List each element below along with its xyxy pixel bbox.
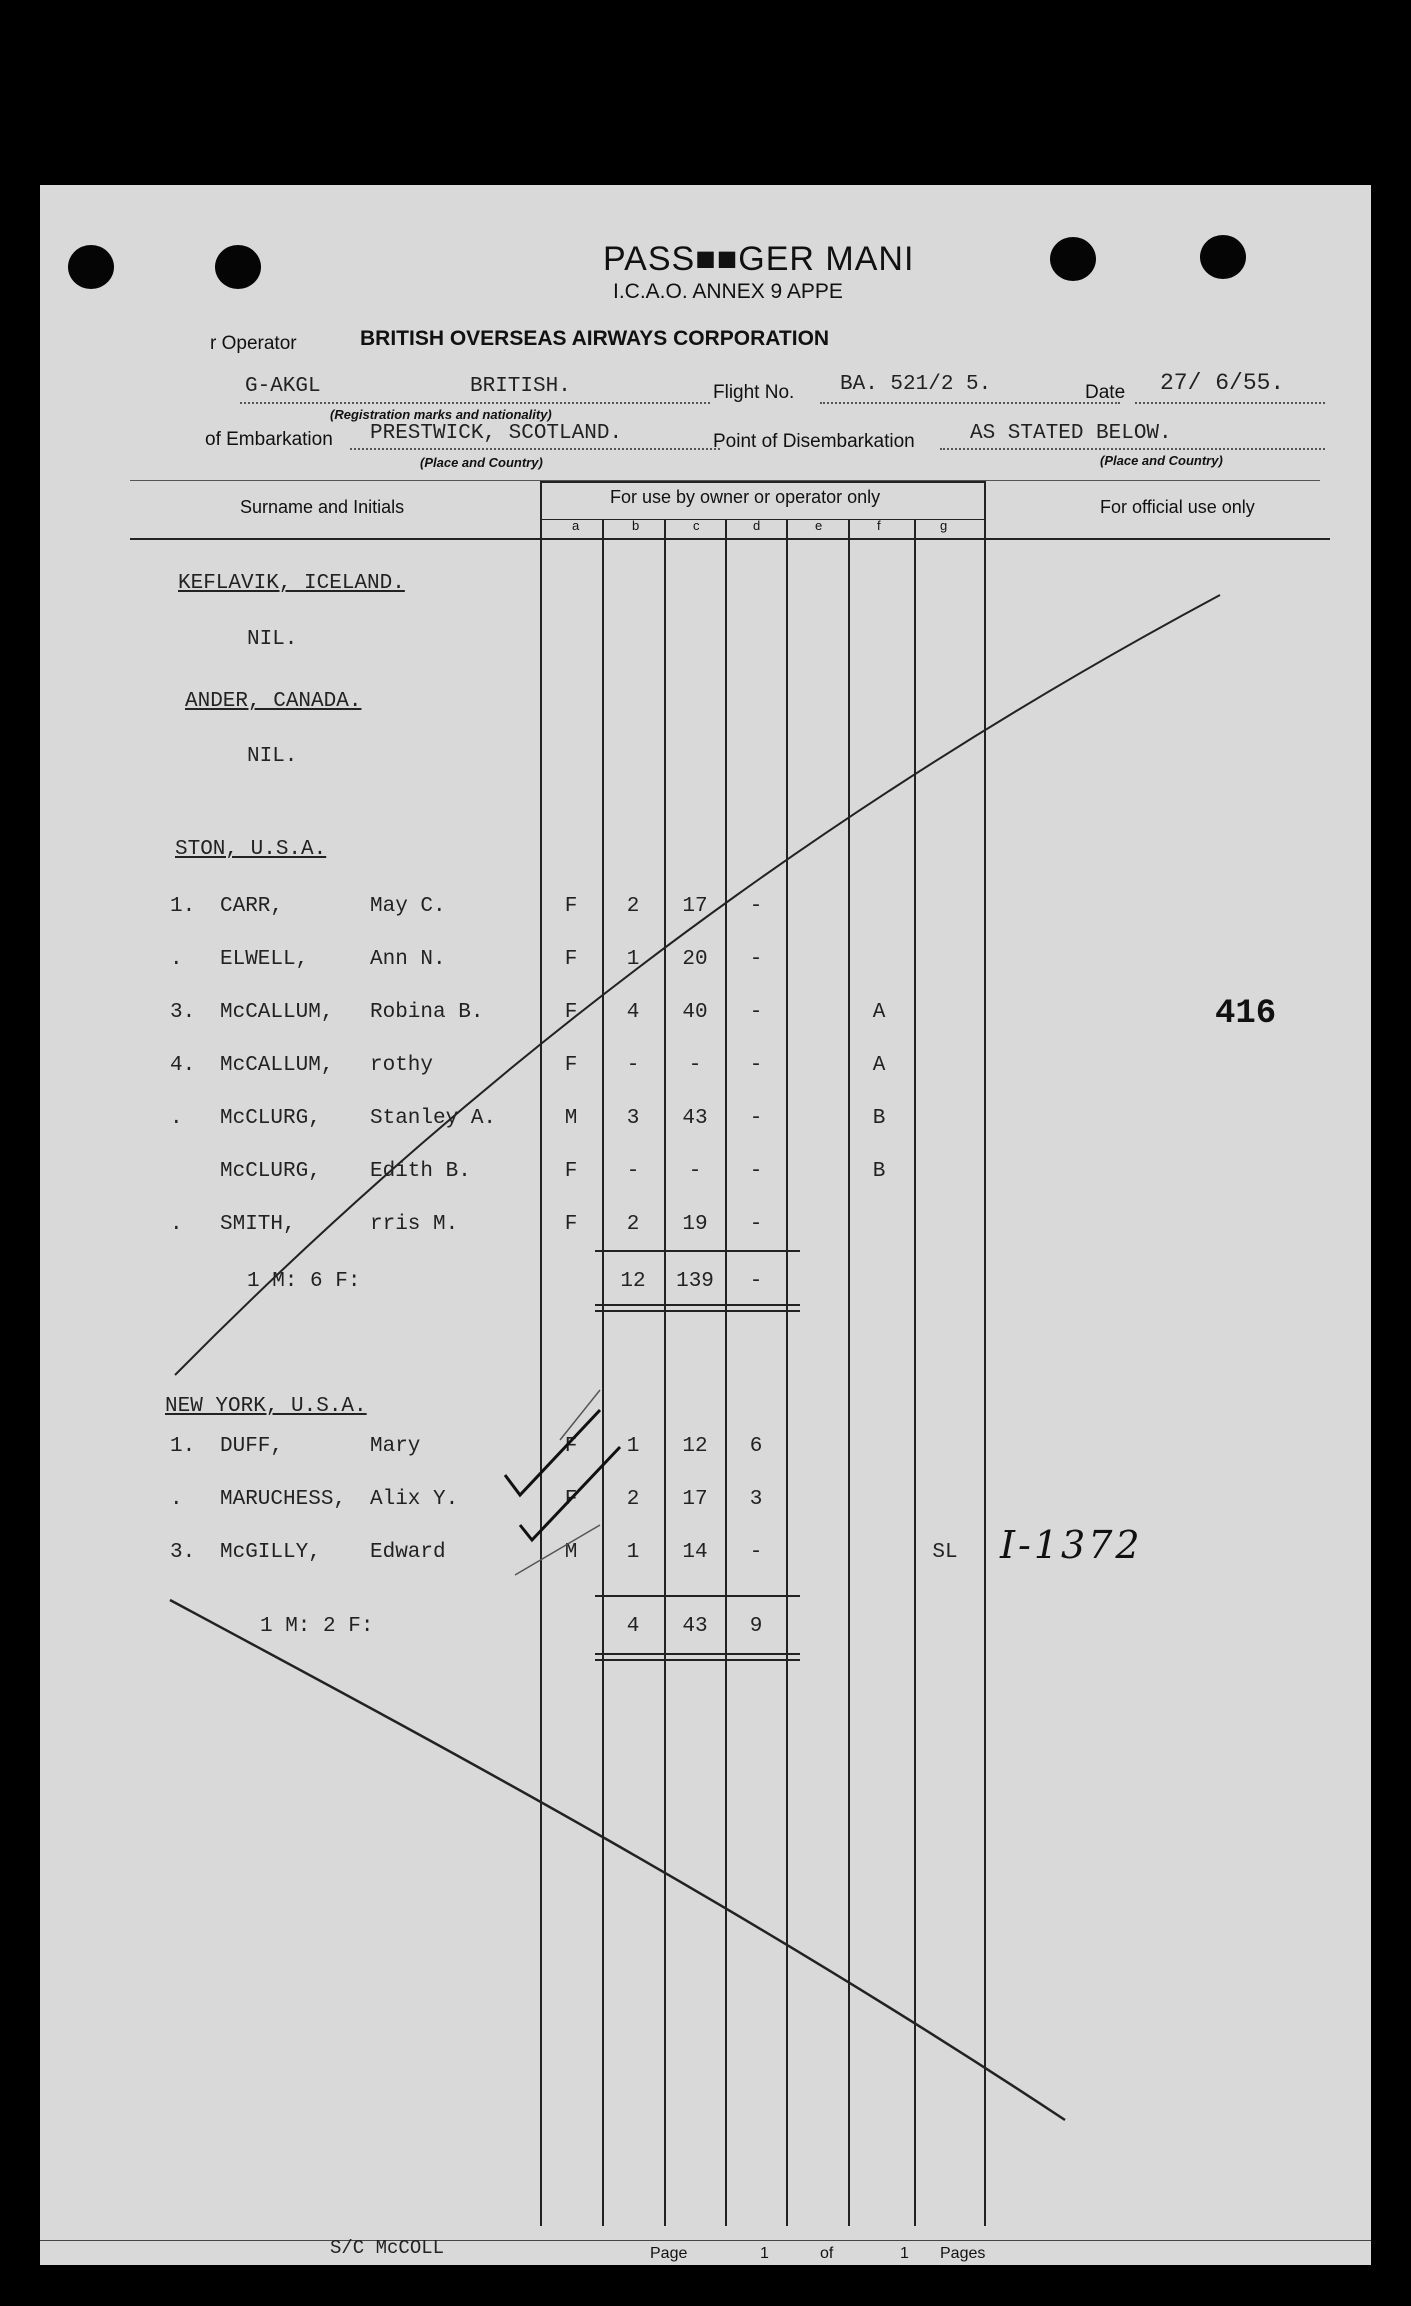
operator-label: r Operator — [210, 333, 297, 354]
col-b-value: 1 — [626, 948, 640, 971]
passenger-sex: F — [564, 1054, 578, 1077]
passenger-surname: SMITH, — [220, 1213, 296, 1236]
col-letter-g: g — [940, 518, 948, 533]
passenger-first-name: Robina B. — [370, 1001, 484, 1024]
passenger-first-name: rothy — [370, 1054, 434, 1077]
total-c: 139 — [676, 1270, 714, 1293]
total-b: 4 — [626, 1615, 640, 1638]
passenger-surname: MARUCHESS, — [220, 1488, 347, 1511]
operator-value: BRITISH OVERSEAS AIRWAYS CORPORATION — [360, 327, 830, 350]
col-d-value: - — [749, 1054, 763, 1077]
row-number: 1. — [170, 895, 196, 918]
row-number: 3. — [170, 1541, 196, 1564]
page-of: of — [820, 2245, 834, 2262]
col-b-value: 2 — [626, 1213, 640, 1236]
col-d-value: - — [749, 1001, 763, 1024]
col-d-value: - — [749, 1160, 763, 1183]
disembarkation-value: AS STATED BELOW. — [970, 422, 1172, 445]
passenger-sex: M — [564, 1107, 578, 1130]
passenger-sex: F — [564, 1001, 578, 1024]
page-label: Page — [650, 2245, 688, 2262]
destination-heading: ANDER, CANADA. — [185, 690, 362, 713]
col-d-value: - — [749, 1213, 763, 1236]
col-b-value: 2 — [626, 895, 640, 918]
passenger-sex: F — [564, 1160, 578, 1183]
passenger-first-name: Stanley A. — [370, 1107, 497, 1130]
registration-caption: (Registration marks and nationality) — [330, 407, 552, 422]
nil-entry: NIL. — [247, 745, 298, 768]
passenger-surname: McGILLY, — [220, 1541, 321, 1564]
col-surname-header: Surname and Initials — [240, 497, 405, 517]
col-c-value: 14 — [682, 1541, 708, 1564]
passenger-surname: McCLURG, — [220, 1107, 321, 1130]
passenger-first-name: Edward — [370, 1541, 446, 1564]
col-c-value: - — [688, 1054, 702, 1077]
passenger-first-name: Edith B. — [370, 1160, 471, 1183]
col-b-value: - — [626, 1160, 640, 1183]
col-d-value: 6 — [749, 1435, 763, 1458]
aircraft-registration: G-AKGL — [245, 375, 321, 398]
row-number: . — [170, 1213, 183, 1236]
embarkation-label: of Embarkation — [205, 429, 333, 450]
destination-heading: STON, U.S.A. — [175, 838, 327, 861]
passenger-sex: F — [564, 895, 578, 918]
col-letter-b: b — [632, 518, 640, 533]
total-c: 43 — [682, 1615, 708, 1638]
col-f-value: B — [872, 1160, 886, 1183]
col-f-value: A — [872, 1001, 886, 1024]
row-number: 4. — [170, 1054, 196, 1077]
passenger-surname: ELWELL, — [220, 948, 309, 971]
passenger-surname: McCALLUM, — [220, 1054, 334, 1077]
passenger-surname: CARR, — [220, 895, 284, 918]
col-b-value: - — [626, 1054, 640, 1077]
col-b-value: 2 — [626, 1488, 640, 1511]
manifest-page — [40, 185, 1371, 2265]
col-c-value: 43 — [682, 1107, 708, 1130]
col-b-value: 1 — [626, 1435, 640, 1458]
pages-label: Pages — [940, 2245, 986, 2262]
form-subtitle: I.C.A.O. ANNEX 9 APPE — [613, 280, 843, 303]
col-b-value: 4 — [626, 1001, 640, 1024]
passenger-surname: McCALLUM, — [220, 1001, 334, 1024]
col-c-value: - — [688, 1160, 702, 1183]
prepared-by: S/C McCOLL — [330, 2237, 445, 2259]
passenger-surname: DUFF, — [220, 1435, 284, 1458]
passenger-sex: M — [564, 1541, 578, 1564]
col-f-value: B — [872, 1107, 886, 1130]
passenger-first-name: Ann N. — [370, 948, 446, 971]
nil-entry: NIL. — [247, 628, 298, 651]
col-d-value: - — [749, 1107, 763, 1130]
total-b: 12 — [620, 1270, 646, 1293]
total-d: 9 — [749, 1615, 763, 1638]
disembarkation-label: Point of Disembarkation — [713, 431, 915, 452]
pen-strike-marks — [40, 185, 1371, 2265]
col-d-value: 3 — [749, 1488, 763, 1511]
passenger-first-name: Alix Y. — [370, 1488, 459, 1511]
handwritten-official-note: I-1372 — [1000, 1523, 1143, 1567]
col-d-value: - — [749, 1541, 763, 1564]
form-title: PASS■■GER MANI — [603, 240, 915, 278]
embarkation-caption: (Place and Country) — [420, 455, 543, 470]
col-b-value: 1 — [626, 1541, 640, 1564]
col-c-value: 12 — [682, 1435, 708, 1458]
passenger-summary: 1 M: 6 F: — [247, 1270, 361, 1293]
aircraft-nationality: BRITISH. — [470, 375, 571, 398]
passenger-sex: F — [564, 1213, 578, 1236]
col-c-value: 17 — [682, 1488, 708, 1511]
col-g-value: SL — [932, 1541, 958, 1564]
destination-heading: KEFLAVIK, ICELAND. — [178, 572, 405, 595]
page-reference-number: 416 — [1215, 995, 1277, 1033]
row-number: . — [170, 948, 183, 971]
date-value: 27/ 6/55. — [1160, 370, 1285, 396]
col-c-value: 20 — [682, 948, 708, 971]
passenger-surname: McCLURG, — [220, 1160, 321, 1183]
col-letter-a: a — [572, 518, 580, 533]
embarkation-value: PRESTWICK, SCOTLAND. — [370, 422, 623, 445]
col-owner-header: For use by owner or operator only — [610, 487, 881, 507]
col-f-value: A — [872, 1054, 886, 1077]
col-d-value: - — [749, 895, 763, 918]
page-total: 1 — [900, 2245, 909, 2262]
passenger-first-name: rris M. — [370, 1213, 459, 1236]
col-b-value: 3 — [626, 1107, 640, 1130]
date-label: Date — [1085, 382, 1126, 403]
col-d-value: - — [749, 948, 763, 971]
passenger-sex: F — [564, 1435, 578, 1458]
col-letter-c: c — [693, 518, 700, 533]
col-c-value: 17 — [682, 895, 708, 918]
col-c-value: 19 — [682, 1213, 708, 1236]
passenger-first-name: May C. — [370, 895, 446, 918]
total-d: - — [749, 1270, 763, 1293]
col-official-header: For official use only — [1100, 497, 1255, 517]
col-letter-f: f — [877, 518, 881, 533]
page-number: 1 — [760, 2245, 769, 2262]
destination-heading: NEW YORK, U.S.A. — [165, 1395, 367, 1418]
row-number: 1. — [170, 1435, 196, 1458]
row-number: 3. — [170, 1001, 196, 1024]
disembarkation-caption: (Place and Country) — [1100, 453, 1223, 468]
flight-label: Flight No. — [713, 382, 795, 403]
row-number: . — [170, 1107, 183, 1130]
col-letter-d: d — [753, 518, 761, 533]
col-letter-e: e — [815, 518, 823, 533]
passenger-sex: F — [564, 948, 578, 971]
passenger-sex: F — [564, 1488, 578, 1511]
row-number: . — [170, 1488, 183, 1511]
flight-value: BA. 521/2 5. — [840, 373, 992, 396]
col-c-value: 40 — [682, 1001, 708, 1024]
passenger-summary: 1 M: 2 F: — [260, 1615, 374, 1638]
passenger-first-name: Mary — [370, 1435, 421, 1458]
